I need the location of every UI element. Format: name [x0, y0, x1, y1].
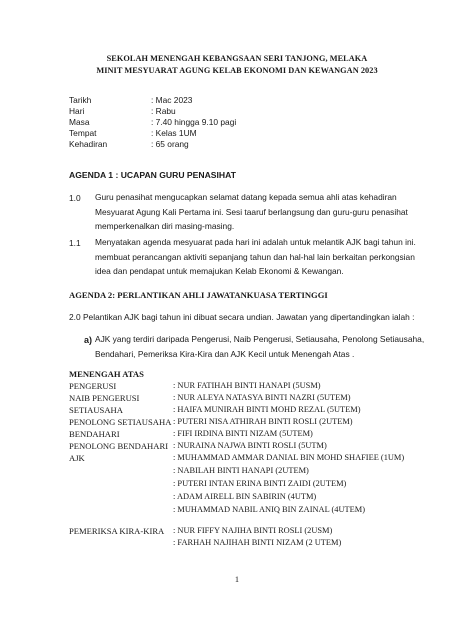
school-name-heading: SEKOLAH MENENGAH KEBANGSAAN SERI TANJONG, MELAKA [106, 54, 368, 63]
committee-member: : NUR FATIHAH BINTI HANAPI (5USM) [173, 381, 321, 390]
agenda-1-item-text: Menyatakan agenda mesyuarat pada hari ini adalah untuk melantik AJK bagi tahun ini. membuat perancangan aktiviti sepanjang tahun dan hal-hal lain berkaitan perkongsian idea dan pendapat untuk memajukan Kelab Ekonomi & Kewangan. [95, 237, 416, 276]
agenda-1-item-text: Guru penasihat mengucapkan selamat datang kepada semua ahli atas kehadiran Mesyuarat Agung Kali Pertama ini. Sesi taaruf berlangsung dan guru-guru penasihat memperkenalkan diri masing-masing. [95, 192, 408, 231]
committee-role: BENDAHARI [69, 429, 120, 439]
minutes-title: MINIT MESYUARAT AGUNG KELAB EKONOMI DAN KEWANGAN 2023 [96, 66, 378, 75]
info-value-attendance: : 65 orang [151, 139, 189, 149]
item-a-label: a) [84, 335, 93, 345]
committee-member: : HAIFA MUNIRAH BINTI MOHD REZAL (5UTEM) [173, 405, 361, 414]
item-number: 1.0 [69, 193, 81, 203]
committee-member: : PUTERI NISA ATHIRAH BINTI ROSLI (2UTEM) [173, 417, 353, 426]
info-value-venue: : Kelas 1UM [151, 128, 197, 138]
page-number: 1 [234, 575, 240, 584]
item-a-text: AJK yang terdiri daripada Pengerusi, Naib Pengerusi, Setiausaha, Penolong Setiausaha, Bendahari, Pemeriksa Kira-Kira dan AJK Kecil untuk Menengah Atas . [95, 334, 425, 359]
info-label-time: Masa [69, 117, 90, 127]
committee-member: : MUHAMMAD NABIL ANIQ BIN ZAINAL (4UTEM) [173, 505, 365, 514]
committee-member: : ADAM AIRELL BIN SABIRIN (4UTM) [173, 492, 317, 501]
committee-member: : NUR FIFFY NAJIHA BINTI ROSLI (2USM) [173, 526, 333, 535]
info-value-day: : Rabu [151, 106, 176, 116]
committee-role: NAIB PENGERUSI [69, 393, 140, 403]
info-label-day: Hari [69, 106, 85, 116]
menengah-atas-heading: MENENGAH ATAS [69, 369, 144, 379]
committee-role: PEMERIKSA KIRA-KIRA [69, 526, 165, 536]
info-label-attendance: Kehadiran [69, 139, 108, 149]
agenda-1-heading: AGENDA 1 : UCAPAN GURU PENASIHAT [69, 170, 236, 180]
info-value-date: : Mac 2023 [151, 95, 193, 105]
committee-role: PENGERUSI [69, 381, 117, 391]
info-label-venue: Tempat [69, 128, 97, 138]
committee-member: : NURAINA NAJWA BINTI ROSLI (5UTM) [173, 441, 327, 450]
committee-role: PENOLONG SETIAUSAHA [69, 417, 172, 427]
committee-member: : MUHAMMAD AMMAR DANIAL BIN MOHD SHAFIEE (1UM) [173, 453, 405, 462]
info-label-date: Tarikh [69, 95, 92, 105]
committee-member: : FIFI IRDINA BINTI NIZAM (5UTEM) [173, 429, 313, 438]
committee-role: PENOLONG BENDAHARI [69, 441, 169, 451]
info-value-time: : 7.40 hingga 9.10 pagi [151, 117, 237, 127]
committee-member: : FARHAH NAJIHAH BINTI NIZAM (2 UTEM) [173, 538, 342, 547]
committee-member: : NABILAH BINTI HANAPI (2UTEM) [173, 466, 309, 475]
committee-member: : NUR ALEYA NATASYA BINTI NAZRI (5UTEM) [173, 393, 351, 402]
item-number: 1.1 [69, 238, 81, 248]
committee-role: AJK [69, 453, 85, 463]
agenda-2-intro: 2.0 Pelantikan AJK bagi tahun ini dibuat secara undian. Jawatan yang dipertandingkan ialah : [69, 312, 415, 322]
committee-member: : PUTERI INTAN ERINA BINTI ZAIDI (2UTEM) [173, 479, 347, 488]
agenda-2-heading: AGENDA 2: PERLANTIKAN AHLI JAWATANKUASA TERTINGGI [69, 290, 328, 300]
committee-role: SETIAUSAHA [69, 405, 123, 415]
